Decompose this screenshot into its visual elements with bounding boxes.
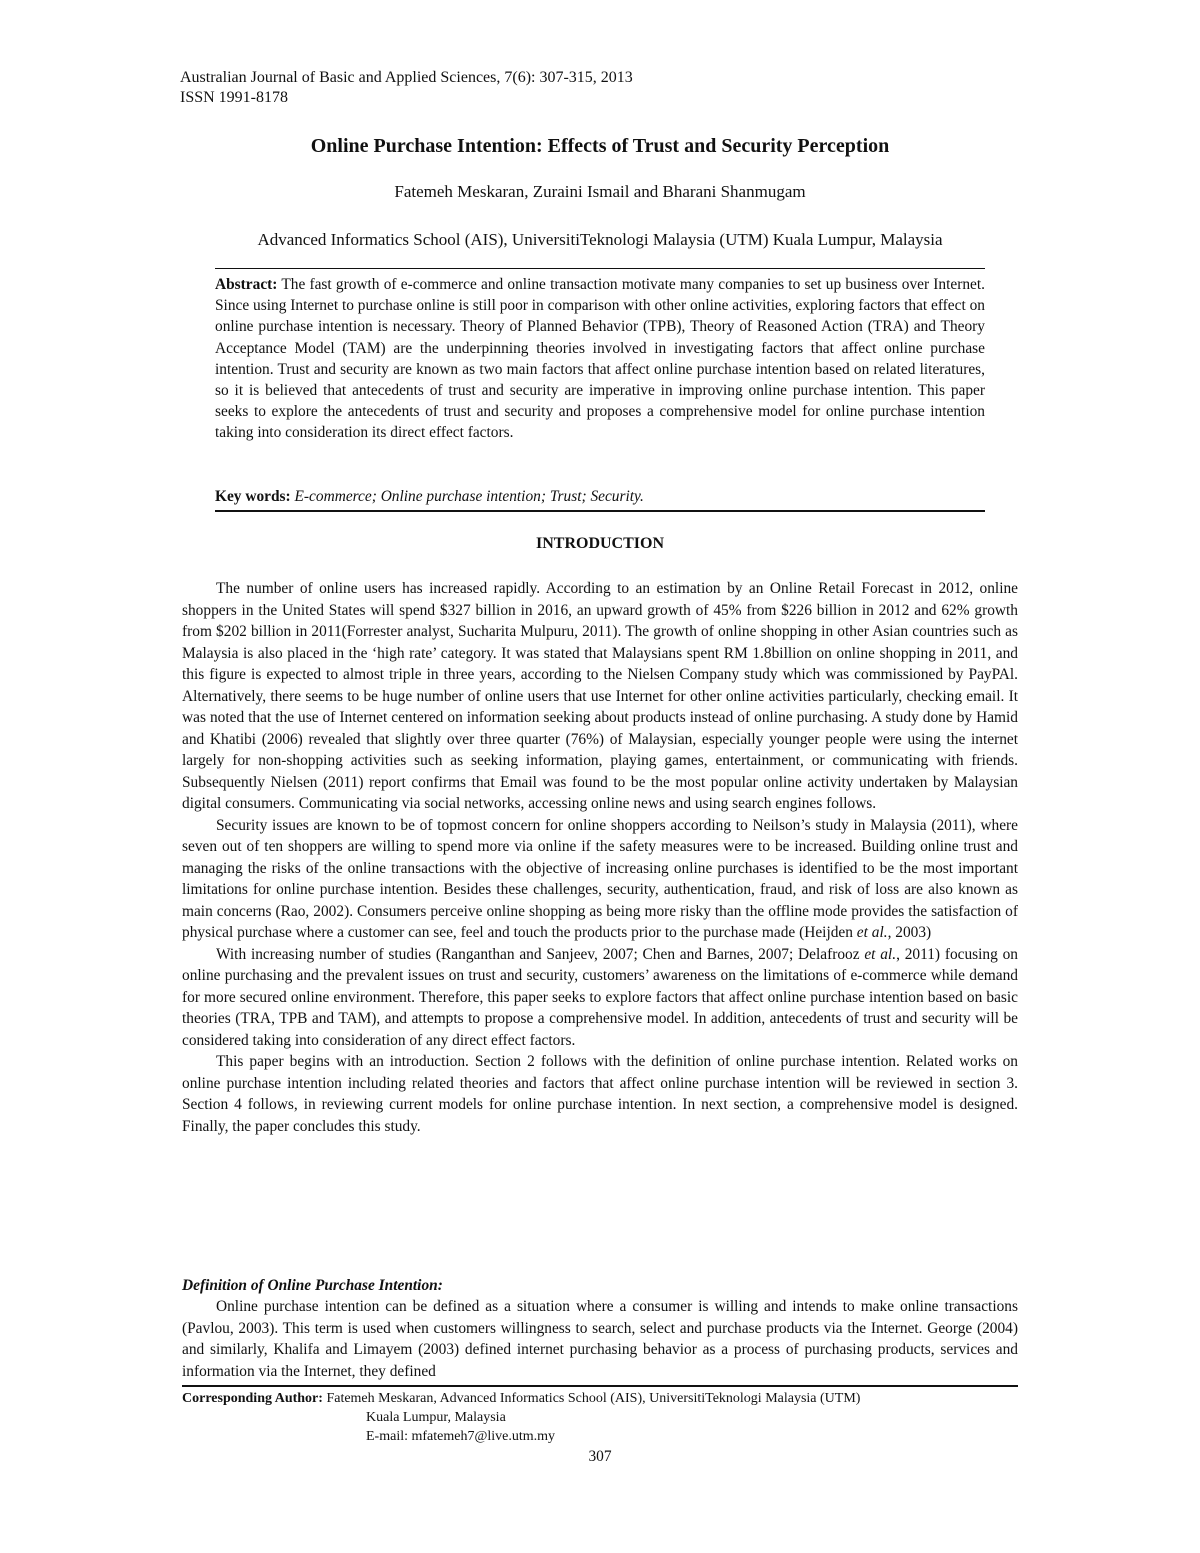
page-number: 307 <box>588 1448 612 1465</box>
intro-p3-etal: et al. <box>864 945 897 963</box>
definition-paragraph-1: Online purchase intention can be defined as a situation where a consumer is willing and intends to make online transactions (Pavlou, 2003). This term is used when customers willingness to search, select and purchase products via the Internet. George (2004) and similarly, Khalifa and Limayem (2003) defined internet purchasing behavior as a process of purchasing products, services and information via the Internet, they defined <box>182 1298 1018 1380</box>
footnote-rule <box>182 1385 1018 1387</box>
introduction-body <box>182 578 1018 1137</box>
journal-citation: Australian Journal of Basic and Applied Sciences, 7(6): 307-315, 2013 <box>180 69 633 86</box>
abstract-top-rule <box>215 268 985 269</box>
footnote-email: E-mail: mfatemeh7@live.utm.my <box>366 1429 556 1444</box>
introduction-heading: INTRODUCTION <box>535 535 664 552</box>
corresponding-author-footnote <box>182 1389 1018 1446</box>
intro-paragraph-1: The number of online users has increased rapidly. According to an estimation by an Online Retail Forecast in 2012, online shoppers in the United States will spend $327 billion in 2016, an upward growth of 45% from $226 billion in 2012 and 62% growth from $202 billion in 2011(Forrester analyst, Sucharita Mulpuru, 2011). The growth of online shopping in other Asian countries such as Malaysia is also placed in the ‘high rate’ category. It was stated that Malaysians spent RM 1.8billion on online shopping in 2011, and this figure is expected to almost triple in three years, according to the Nielsen Company study which was commissioned by PayPAl. Alternatively, there seems to be huge number of online users that use Internet for other online activities particularly, checking email. It was noted that the use of Internet centered on information seeking about products instead of online purchasing. A study done by Hamid and Khatibi (2006) revealed that slightly over three quarter (76%) of Malaysian, especially younger people were using the internet largely for non-shopping activities such as seeking information, playing games, entertainment, or communicating with friends. Subsequently Nielsen (2011) report confirms that Email was found to be the most popular online activity undertaken by Malaysian digital consumers. Communicating via social networks, accessing online news and using search engines follows. <box>182 580 1018 812</box>
issn: ISSN 1991-8178 <box>180 89 289 106</box>
paper-affiliation: Advanced Informatics School (AIS), UniversitiTeknologi Malaysia (UTM) Kuala Lumpur, Malaysia <box>257 230 943 249</box>
abstract <box>215 274 985 444</box>
paper-title: Online Purchase Intention: Effects of Trust and Security Perception <box>310 135 890 157</box>
intro-p2-end: , 2003) <box>887 924 932 941</box>
intro-p2-etal: et al. <box>856 924 888 941</box>
keywords-text: E-commerce; Online purchase intention; Trust; Security. <box>294 488 644 505</box>
intro-paragraph-2 <box>182 815 1018 944</box>
journal-header <box>180 68 633 108</box>
footnote-line-1 <box>182 1389 1018 1408</box>
paper-authors: Fatemeh Meskaran, Zuraini Ismail and Bharani Shanmugam <box>394 182 806 201</box>
intro-paragraph-3 <box>182 944 1018 1052</box>
abstract-text: The fast growth of e-commerce and online transaction motivate many companies to set up business over Internet. Since using Internet to purchase online is still poor in comparison with other online activities, exploring factors that effect on online purchase intention is necessary. Theory of Planned Behavior (TPB), Theory of Reasoned Action (TRA) and Theory Acceptance Model (TAM) are the underpinning theories involved in investigating factors that affect online purchase intention. Trust and security are known as two main factors that affect online purchase intention based on related literatures, so it is believed that antecedents of trust and security are imperative in improving online purchase intention. This paper seeks to explore the antecedents of trust and security and proposes a comprehensive model for online purchase intention taking into consideration its direct effect factors. <box>215 276 986 442</box>
intro-p3-start: With increasing number of studies (Ranganthan and Sanjeev, 2007; Chen and Barnes, 2007; Delafrooz <box>216 945 860 963</box>
abstract-bottom-rule <box>215 510 985 512</box>
intro-p3-end: , 2011) focusing on online purchasing and the prevalent issues on trust and security, customers’ awareness on the limitations of e-commerce while demand for more secured online environment. Therefore, this paper seeks to explore factors that affect online purchase intention based on basic theories (TRA, TPB and TAM), and attempts to propose a comprehensive model. In addition, antecedents of trust and security will be considered taking into consideration of any direct effect factors. <box>182 945 1018 1049</box>
intro-paragraph-4: This paper begins with an introduction. Section 2 follows with the definition of online purchase intention. Related works on online purchase intention including related theories and factors that affect online purchase intention will be reviewed in section 3. Section 4 follows, in reviewing current models for online purchase intention. In next section, a comprehensive model is designed. Finally, the paper concludes this study. <box>182 1053 1018 1135</box>
definition-body <box>182 1296 1018 1382</box>
intro-p2-main: Security issues are known to be of topmost concern for online shoppers according to Neilson’s study in Malaysia (2011), where seven out of ten shoppers are willing to spend more via online if the safety measures were to be increased. Building online trust and managing the risks of the online transactions with the objective of increasing online purchases is identified to be the most important limitations for online purchase intention. Besides these challenges, security, authentication, fraud, and risk of loss are also known as main concerns (Rao, 2002). Consumers perceive online shopping as being more risky than the offline mode provides the satisfaction of physical purchase where a customer can see, feel and touch the products prior to the purchase made (Heijden <box>182 816 1018 941</box>
footnote-location: Kuala Lumpur, Malaysia <box>366 1410 506 1425</box>
keywords <box>215 488 985 506</box>
footnote-label: Corresponding Author: <box>182 1391 323 1406</box>
keywords-label: Key words: <box>215 488 291 505</box>
abstract-label: Abstract: <box>215 276 278 293</box>
definition-heading: Definition of Online Purchase Intention: <box>182 1277 443 1294</box>
footnote-author: Fatemeh Meskaran, Advanced Informatics School (AIS), UniversitiTeknologi Malaysia (UTM) <box>326 1391 861 1406</box>
